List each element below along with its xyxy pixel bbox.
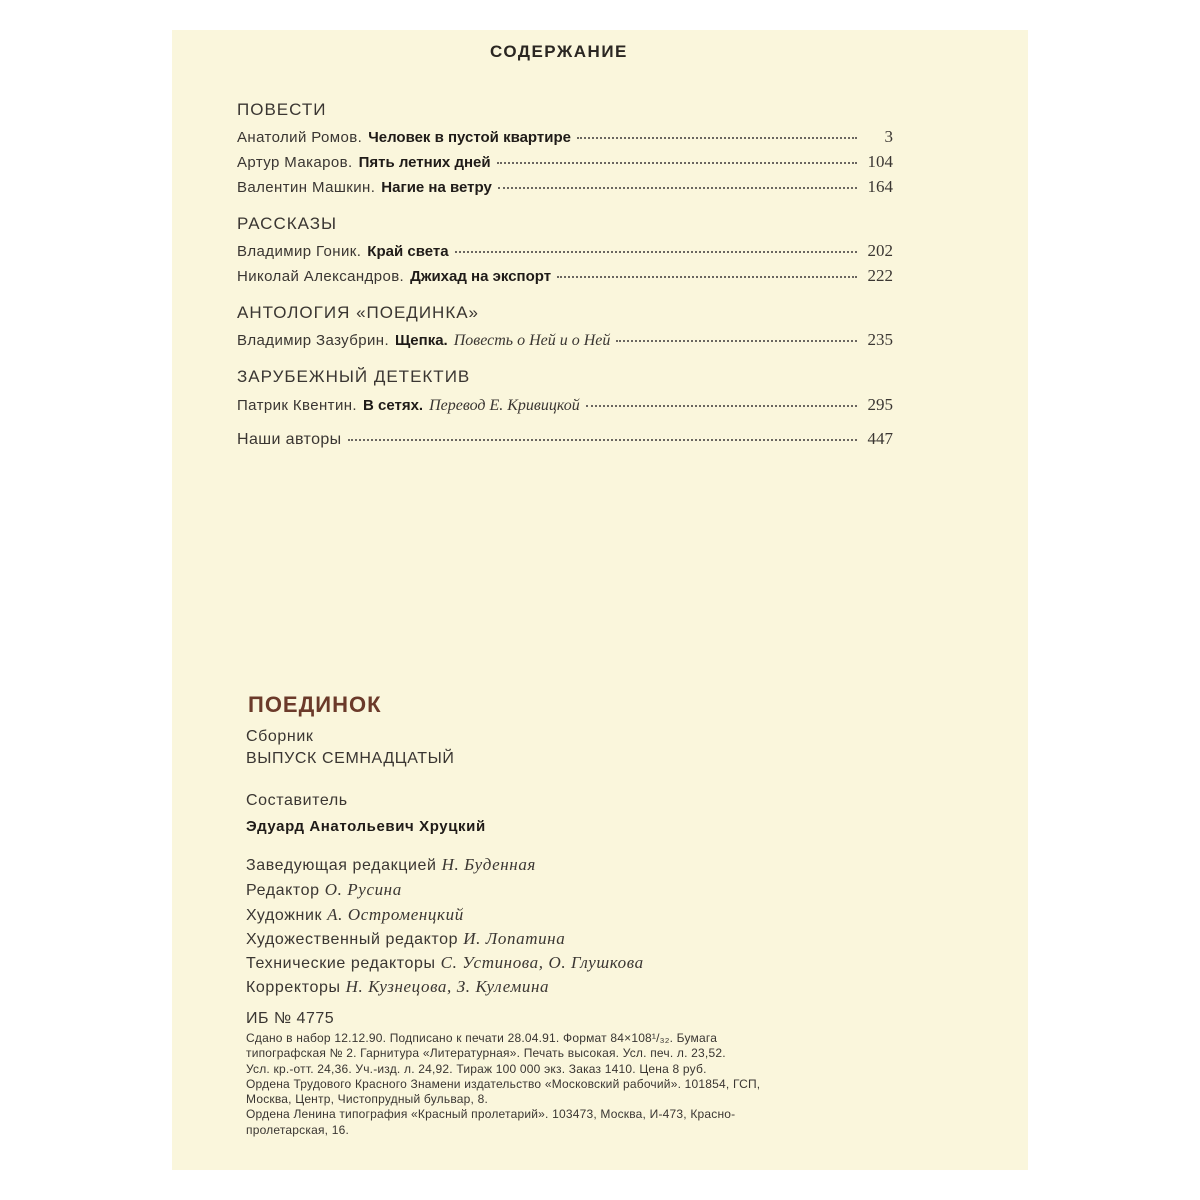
toc-entry-page: 235 — [867, 330, 893, 349]
toc-entry-page: 295 — [867, 395, 893, 414]
fine-print-line: Сдано в набор 12.12.90. Подписано к печати 28.04.91. Формат 84×108¹/₃₂. Бумага — [246, 1031, 718, 1045]
toc-entry-note: Перевод Е. Кривицкой — [429, 397, 580, 414]
toc-entry-title: Нагие на ветру — [381, 179, 492, 196]
staff-role: Редактор — [246, 882, 320, 899]
toc-entry-author: Владимир Гоник. — [237, 243, 362, 260]
toc-entry — [237, 177, 893, 201]
toc-entry-page: 202 — [867, 241, 893, 260]
toc-entry-title: Край света — [367, 243, 449, 260]
toc-entry-authors — [237, 429, 893, 453]
staff-name: А. Остроменцкий — [327, 905, 464, 924]
fine-print-line: типографская № 2. Гарнитура «Литературная». Печать высокая. Усл. печ. л. 23,52. — [246, 1046, 726, 1061]
toc-entry-author: Николай Александров. — [237, 268, 405, 285]
staff-line — [246, 953, 644, 973]
staff-line — [246, 855, 536, 875]
dot-leader — [586, 405, 857, 407]
dot-leader — [577, 137, 857, 139]
toc-entry-title: Щепка. — [395, 332, 448, 349]
dot-leader — [616, 340, 857, 342]
toc-entry-title: Человек в пустой квартире — [368, 129, 571, 146]
fine-print-line: Ордена Трудового Красного Знамени издательство «Московский рабочий». 101854, ГСП, — [246, 1076, 761, 1091]
staff-line — [246, 977, 549, 997]
toc-entry-author: Валентин Машкин. — [237, 179, 376, 196]
toc-section-heading: ЗАРУБЕЖНЫЙ ДЕТЕКТИВ — [237, 367, 471, 386]
staff-role: Корректоры — [246, 979, 341, 996]
staff-role: Заведующая редакцией — [246, 857, 437, 874]
staff-role: Художественный редактор — [246, 931, 459, 948]
toc-entry-page: 447 — [867, 429, 893, 448]
toc-section-heading: РАССКАЗЫ — [237, 214, 338, 233]
staff-role: Художник — [246, 907, 323, 924]
staff-name: Н. Буденная — [441, 855, 536, 874]
fine-print-line: Усл. кр.-отт. 24,36. Уч.-изд. л. 24,92. Тираж 100 000 экз. Заказ 1410. Цена 8 руб. — [246, 1061, 707, 1076]
dot-leader — [497, 162, 857, 164]
toc-entry-page: 164 — [867, 177, 893, 196]
dot-leader — [348, 439, 857, 441]
staff-role: Технические редакторы — [246, 955, 436, 972]
book-type: Сборник — [246, 728, 314, 745]
toc-entry — [237, 241, 893, 265]
toc-entry-note: Повесть о Ней и о Ней — [453, 332, 611, 349]
staff-line — [246, 880, 402, 900]
compiler-label: Составитель — [246, 792, 348, 809]
toc-section-heading: АНТОЛОГИЯ «ПОЕДИНКА» — [237, 303, 480, 322]
dot-leader — [455, 251, 857, 253]
toc-entry-author: Патрик Квентин. — [237, 397, 357, 414]
toc-entry-author: Артур Макаров. — [237, 154, 353, 171]
staff-name: И. Лопатина — [463, 929, 566, 948]
toc-entry — [237, 266, 893, 290]
fine-print-line: Москва, Центр, Чистопрудный бульвар, 8. — [246, 1092, 488, 1107]
toc-entry-page: 222 — [867, 266, 893, 285]
toc-entry-title: Пять летних дней — [358, 154, 491, 171]
dot-leader — [498, 187, 857, 189]
toc-title: СОДЕРЖАНИЕ — [490, 42, 628, 61]
staff-line — [246, 905, 464, 925]
fine-print-line: пролетарская, 16. — [246, 1122, 350, 1137]
toc-entry-title: В сетях. — [362, 397, 424, 414]
toc-entry — [237, 127, 893, 151]
compiler-name: Эдуард Анатольевич Хруцкий — [246, 818, 486, 835]
toc-entry-title: Джихад на экспорт — [410, 268, 552, 285]
toc-entry-page: 104 — [867, 152, 893, 171]
toc-section-heading: ПОВЕСТИ — [237, 100, 327, 119]
toc-entry — [237, 330, 893, 354]
book-title: ПОЕДИНОК — [248, 692, 382, 717]
toc-entry-label: Наши авторы — [237, 431, 342, 448]
fine-print-line: Ордена Ленина типография «Красный пролетарий». 103473, Москва, И-473, Красно- — [246, 1107, 736, 1122]
toc-entry — [237, 395, 893, 419]
toc-entry — [237, 152, 893, 176]
toc-entry-author: Владимир Зазубрин. — [237, 332, 390, 349]
staff-name: О. Русина — [324, 880, 402, 899]
staff-name: Н. Кузнецова, З. Кулемина — [345, 977, 550, 996]
publication-details — [246, 1031, 906, 1138]
toc-entry-author: Анатолий Ромов. — [237, 129, 363, 146]
dot-leader — [557, 276, 857, 278]
staff-name: С. Устинова, О. Глушкова — [440, 953, 644, 972]
toc-entry-page: 3 — [884, 127, 893, 146]
ib-number: ИБ № 4775 — [246, 1010, 335, 1027]
staff-line — [246, 929, 565, 949]
issue-label: ВЫПУСК СЕМНАДЦАТЫЙ — [246, 750, 455, 767]
book-page — [172, 30, 1028, 1170]
